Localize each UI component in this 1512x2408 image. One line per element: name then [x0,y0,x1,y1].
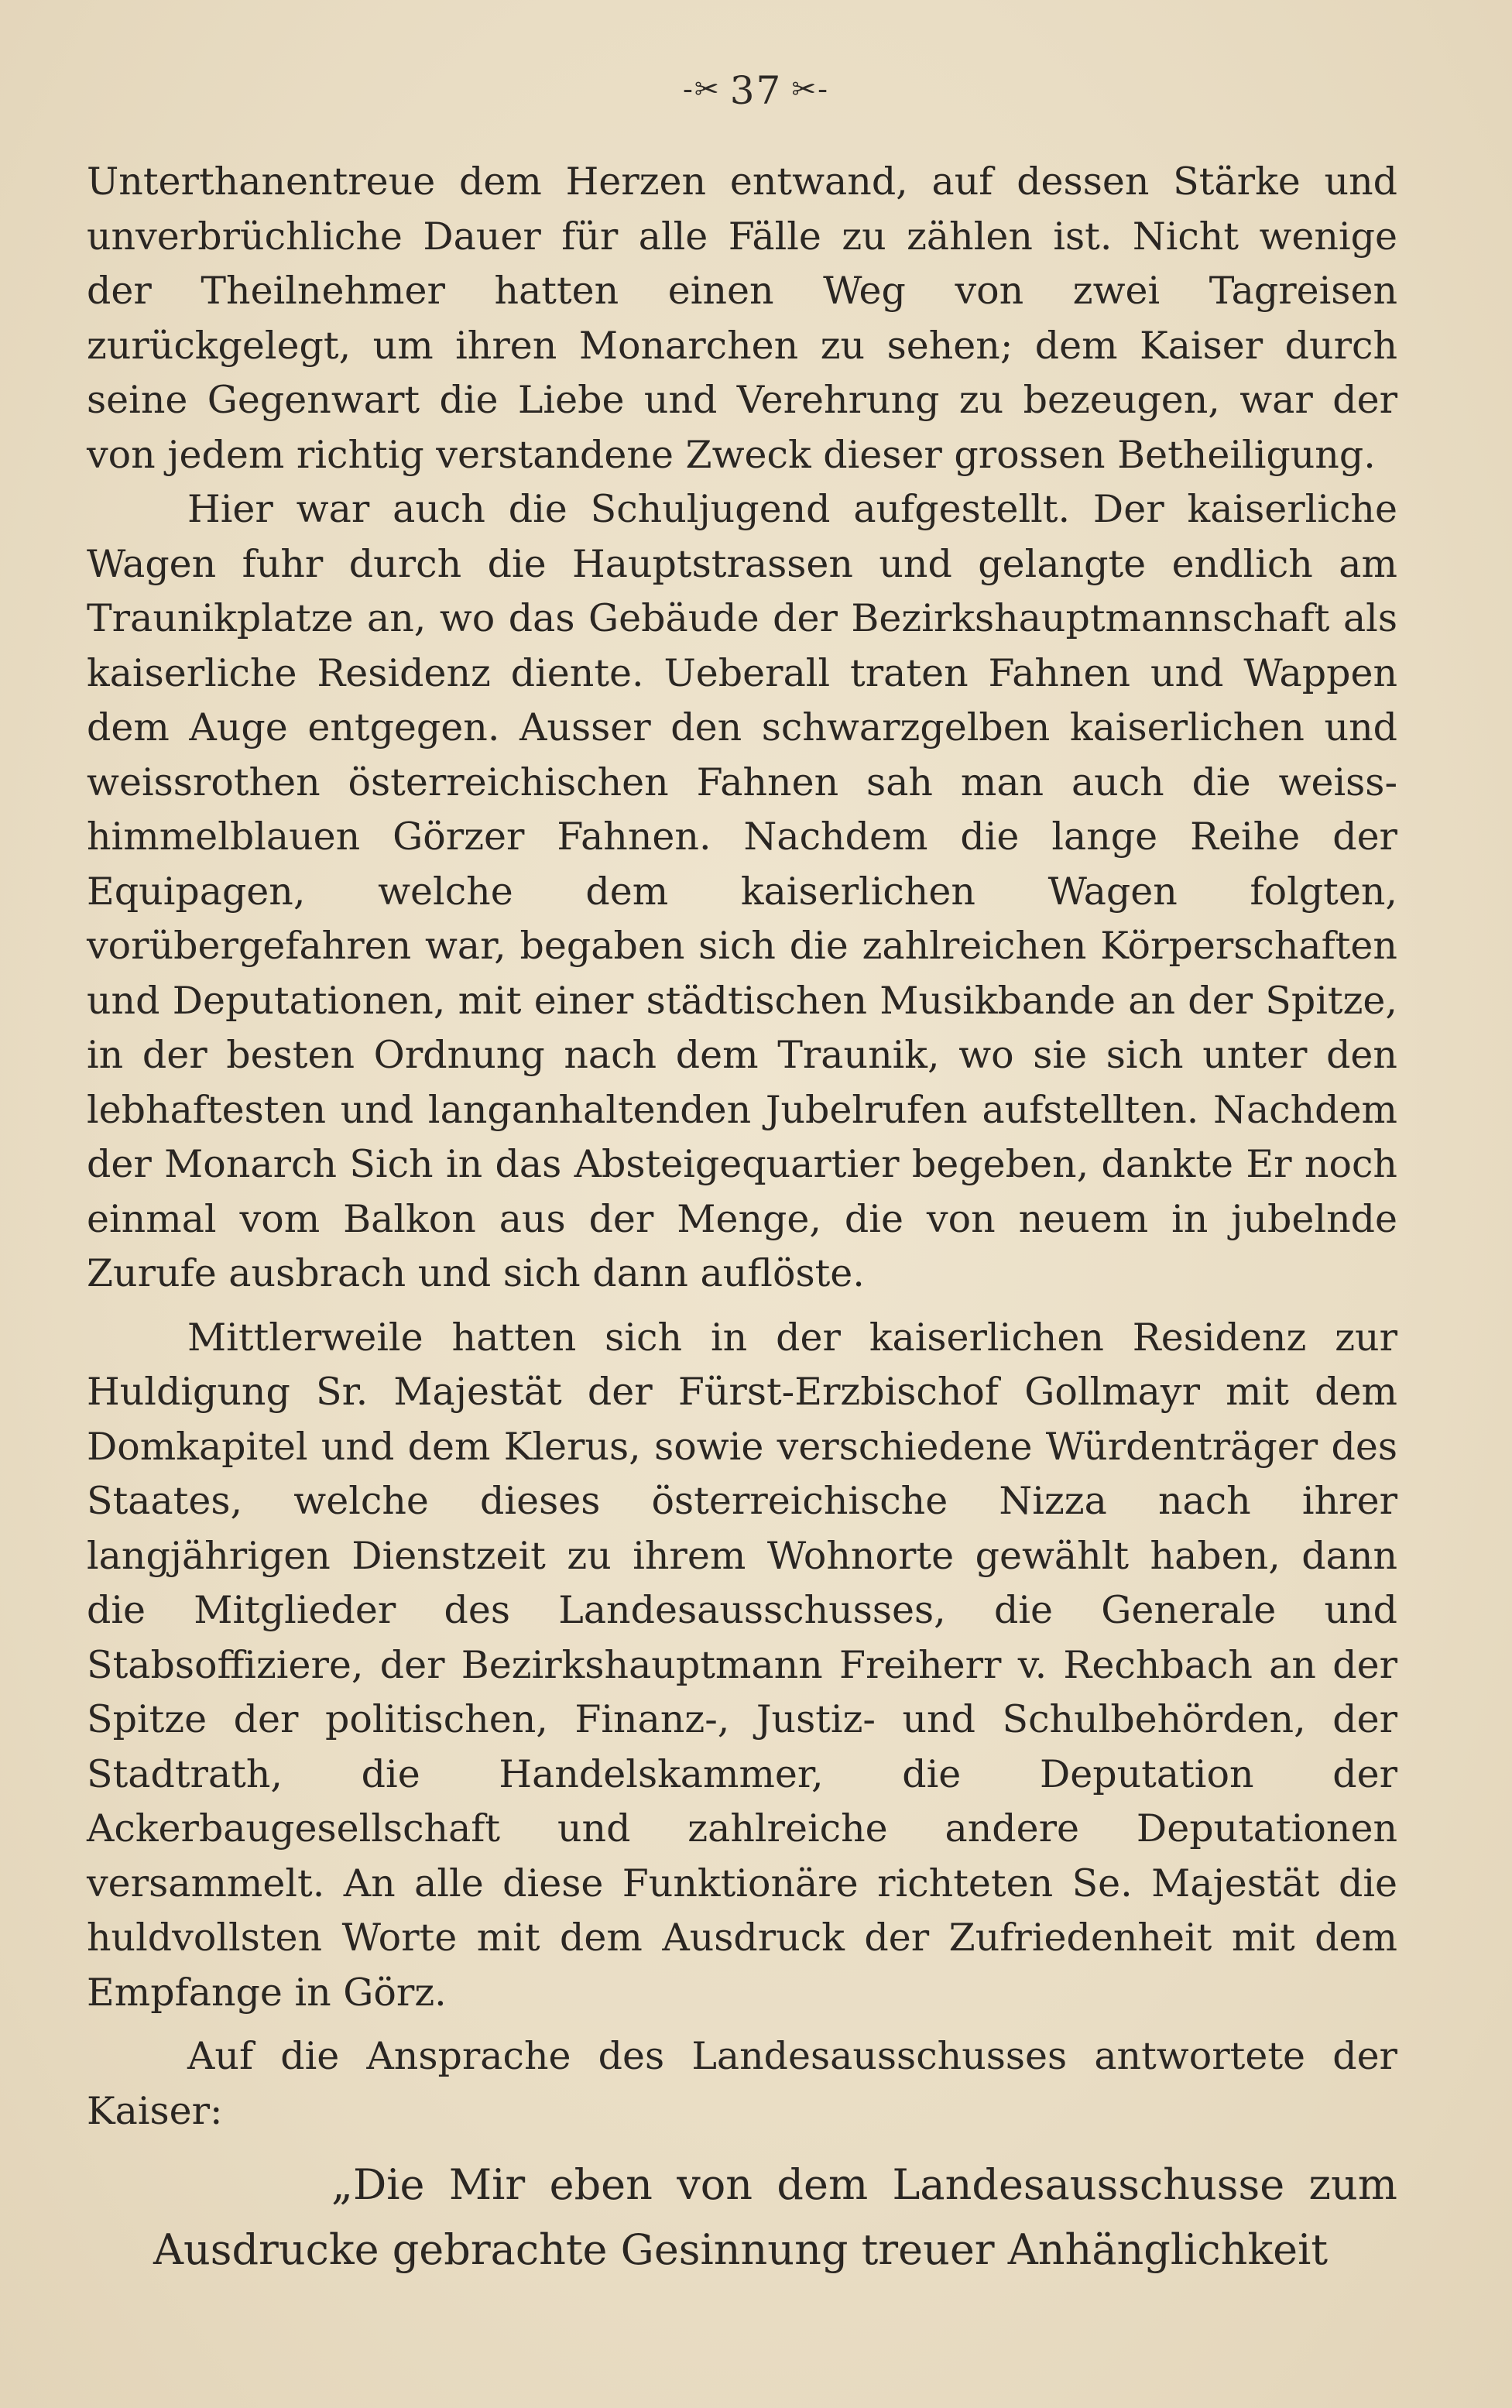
ornament-right-icon: ✂- [791,72,829,106]
page-header [0,68,1512,113]
page-number: 37 [729,68,783,113]
quote-paragraph: „Die Mir eben von dem Landesausschusse zum Ausdrucke gebrachte Gesinnung treuer Anhänglichkeit [153,2160,1397,2274]
paragraph-3: Mittlerweile hatten sich in der kaiserlichen Residenz zur Huldigung Sr. Majestät der Fürst-Erzbischof Gollmayr mit dem Domkapitel und dem Klerus, sowie verschiedene Würdenträger des Staates, welche dieses österreichische Nizza nach ihrer langjährigen Dienstzeit zu ihrem Wohnorte gewählt haben, dann die Mitglieder des Landesausschusses, die Generale und Stabsoffiziere, der Bezirkshauptmann Freiherr v. Rechbach an der Spitze der politischen, Finanz-, Justiz- und Schulbehörden, der Stadtrath, die Handelskammer, die Deputation der Ackerbaugesellschaft und zahlreiche andere Deputationen versammelt. An alle diese Funktionäre richteten Se. Majestät die huldvollsten Worte mit dem Ausdruck der Zufriedenheit mit dem Empfange in Görz. [87,1315,1397,2015]
ornament-left-icon: -✂ [683,72,721,106]
paragraph-2: Hier war auch die Schuljugend aufgestellt. Der kaiserliche Wagen fuhr durch die Hauptstrassen und gelangte endlich am Traunikplatze an, wo das Gebäude der Bezirkshauptmannschaft als kaiserliche Residenz diente. Ueberall traten Fahnen und Wappen dem Auge entgegen. Ausser den schwarzgelben kaiserlichen und weissrothen österreichischen Fahnen sah man auch die weiss-himmelblauen Görzer Fahnen. Nachdem die lange Reihe der Equipagen, welche dem kaiserlichen Wagen folgten, vorübergefahren war, begaben sich die zahlreichen Körperschaften und Deputationen, mit einer städtischen Musikbande an der Spitze, in der besten Ordnung nach dem Traunik, wo sie sich unter den lebhaftesten und langanhaltenden Jubelrufen aufstellten. Nachdem der Monarch Sich in das Absteigequartier begeben, dankte Er noch einmal vom Balkon aus der Menge, die von neuem in jubelnde Zurufe ausbrach und sich dann auflöste. [87,487,1397,1295]
paragraph-4: Auf die Ansprache des Landesausschusses antwortete der Kaiser: [87,2034,1397,2133]
paragraph-1: Unterthanentreue dem Herzen entwand, auf dessen Stärke und unverbrüchliche Dauer für alle Fälle zu zählen ist. Nicht wenige der Theilnehmer hatten einen Weg von zwei Tagreisen zurückgelegt, um ihren Monarchen zu sehen; dem Kaiser durch seine Gegenwart die Liebe und Verehrung zu bezeugen, war der von jedem richtig verstandene Zweck dieser grossen Betheiligung. [87,160,1397,477]
body-text [87,155,1397,2283]
